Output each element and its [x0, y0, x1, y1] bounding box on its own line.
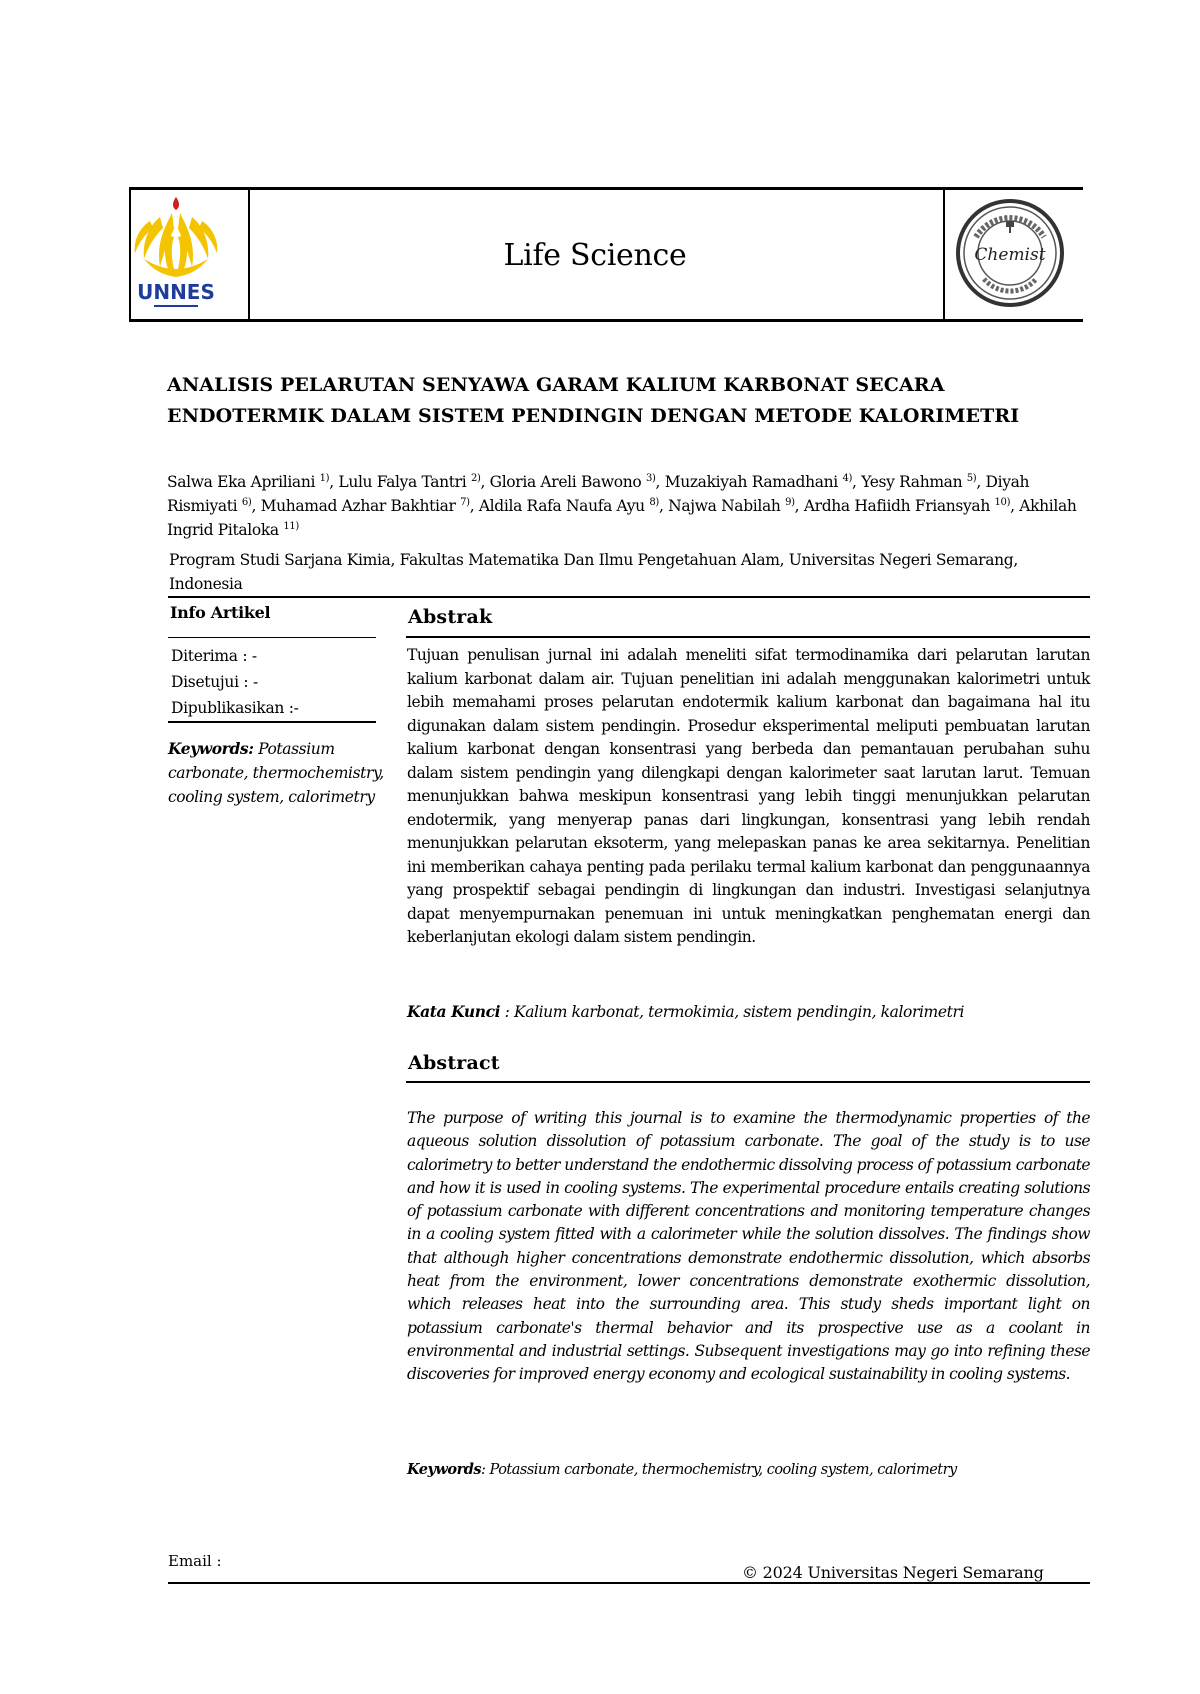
- author-affiliation-mark: 6): [241, 496, 252, 508]
- kata-kunci-label: Kata Kunci: [407, 1002, 501, 1021]
- author-affiliation-mark: 11): [283, 520, 299, 532]
- unnes-logo-text: UNNES: [137, 280, 215, 304]
- keywords-label: Keywords: [407, 1461, 482, 1478]
- affiliation: Program Studi Sarjana Kimia, Fakultas Matematika Dan Ilmu Pengetahuan Alam, Universitas Negeri Semarang, Indonesia: [169, 551, 1018, 593]
- author-name: Muzakiyah Ramadhani: [664, 473, 843, 491]
- author-name: Akhilah Ingrid Pitaloka: [167, 497, 1077, 539]
- author-name: Gloria Areli Bawono: [489, 473, 646, 491]
- abstrak-heading: Abstrak: [408, 606, 493, 628]
- keywords-text: Potassium carbonate, thermochemistry, cooling system, calorimetry: [489, 1462, 957, 1478]
- abstrak-body: Tujuan penulisan jurnal ini adalah meneliti sifat termodinamika dari pelarutan larutan kalium karbonat dalam air. Tujuan penelitian ini adalah menggunakan kalorimetri untuk lebih memahami proses pelarutan endotermik kalium karbonat dan bagaimana hal itu digunakan dalam sistem pendingin. Prosedur eksperimental meliputi pembuatan larutan kalium karbonat dengan konsentrasi yang berbeda dan pemantauan perubahan suhu dalam sistem pendingin yang dilengkapi dengan kalorimeter saat larutan larut. Temuan menunjukkan bahwa meskipun konsentrasi yang lebih tinggi menunjukkan pelarutan endotermik, yang menyerap panas dari lingkungan, konsentrasi yang lebih rendah menunjukkan pelarutan eksoterm, yang melepaskan panas ke area sekitarnya. Penelitian ini memberikan cahaya penting pada perilaku termal kalium karbonat dan penggunaannya yang prospektif sebagai pendingin di lingkungan dan industri. Investigasi selanjutnya dapat menyempurnakan penemuan ini untuk meningkatkan penghematan energi dan keberlanjutan ekologi dalam sistem pendingin.: [407, 646, 1090, 946]
- header-top-rule: [129, 187, 1083, 190]
- author-affiliation-mark: 1): [319, 472, 330, 484]
- footer-rule: [168, 1582, 1090, 1584]
- keywords-separator: :: [481, 1462, 490, 1478]
- author-name: Najwa Nabilah: [668, 497, 786, 515]
- kata-kunci: [407, 1002, 1097, 1021]
- author-affiliation-mark: 2): [470, 472, 481, 484]
- keywords-english: [407, 1461, 1097, 1478]
- accepted-date: Disetujui : -: [171, 673, 258, 691]
- abstract-heading: Abstract: [408, 1052, 500, 1074]
- abstrak-rule: [406, 636, 1090, 638]
- author-name: Diyah Rismiyati: [167, 473, 1030, 515]
- info-rule-1: [168, 637, 376, 638]
- chemist-seal-logo: [954, 197, 1066, 309]
- author-name: Salwa Eka Apriliani: [167, 473, 320, 491]
- published-date: Dipublikasikan :-: [171, 699, 299, 717]
- kata-kunci-separator: :: [500, 1003, 515, 1021]
- unnes-logo: [130, 195, 222, 313]
- info-keywords-text: Potassium carbonate, thermochemistry, cooling system, calorimetry: [168, 740, 384, 806]
- author-name: Lulu Falya Tantri: [338, 473, 471, 491]
- journal-name: Life Science: [503, 238, 687, 273]
- chemist-seal-text: Chemist: [974, 245, 1046, 265]
- author-name: Yesy Rahman: [861, 473, 967, 491]
- author-affiliation-mark: 8): [649, 496, 659, 508]
- author-name: Muhamad Azhar Bakhtiar: [260, 497, 461, 515]
- author-affiliation-mark: 3): [645, 472, 656, 484]
- info-keywords: [168, 737, 393, 809]
- email-label: Email :: [168, 1552, 222, 1570]
- author-affiliation-mark: 7): [460, 496, 470, 508]
- kata-kunci-text: Kalium karbonat, termokimia, sistem pendingin, kalorimetri: [514, 1003, 965, 1021]
- copyright-notice: © 2024 Universitas Negeri Semarang: [742, 1563, 1044, 1582]
- author-affiliation-mark: 9): [785, 496, 795, 508]
- section-top-rule: [168, 596, 1090, 598]
- author-affiliation-mark: 10): [994, 496, 1011, 508]
- author-affiliation-mark: 4): [842, 472, 853, 484]
- header-bottom-rule: [129, 319, 1083, 322]
- paper-title: ANALISIS PELARUTAN SENYAWA GARAM KALIUM KARBONAT SECARA ENDOTERMIK DALAM SISTEM PENDINGIN DENGAN METODE KALORIMETRI: [167, 374, 1020, 427]
- author-name: Aldila Rafa Naufa Ayu: [478, 497, 650, 515]
- received-date: Diterima : -: [171, 647, 257, 665]
- author-name: Ardha Hafiidh Friansyah: [803, 497, 995, 515]
- abstract-rule: [406, 1081, 1090, 1083]
- author-list: Salwa Eka Apriliani $^{1)}$, Lulu Falya Tantri $^{2)}$, Gloria Areli Bawono $^{3)}$, Muzakiyah Ramadhani $^{4)}$, Yesy Rahman $^{5)}$, Diyah Rismiyati $^{6)}$, Muhamad Azhar Bakhtiar $^{7)}$, Aldila Rafa Naufa Ayu $^{8)}$, Najwa Nabilah $^{9)}$, Ardha Hafiidh Friansyah $^{10)}$, Akhilah Ingrid Pitaloka $^{11)}$: [167, 472, 1077, 539]
- info-rule-2: [168, 721, 376, 723]
- info-keywords-label: Keywords:: [168, 739, 254, 758]
- author-affiliation-mark: 5): [966, 472, 977, 484]
- abstract-body: The purpose of writing this journal is to examine the thermodynamic properties of the aqueous solution dissolution of potassium carbonate. The goal of the study is to use calorimetry to better understand the endothermic dissolving process of potassium carbonate and how it is used in cooling systems. The experimental procedure entails creating solutions of potassium carbonate with different concentrations and monitoring temperature changes in a cooling system fitted with a calorimeter while the solution dissolves. The findings show that although higher concentrations demonstrate endothermic dissolution, which absorbs heat from the environment, lower concentrations demonstrate exothermic dissolution, which releases heat into the surrounding area. This study sheds important light on potassium carbonate's thermal behavior and its prospective use as a coolant in environmental and industrial settings. Subsequent investigations may go into refining these discoveries for improved energy economy and ecological sustainability in cooling systems.: [407, 1109, 1090, 1384]
- info-artikel-heading: Info Artikel: [170, 603, 271, 622]
- header-divider-right: [943, 187, 945, 322]
